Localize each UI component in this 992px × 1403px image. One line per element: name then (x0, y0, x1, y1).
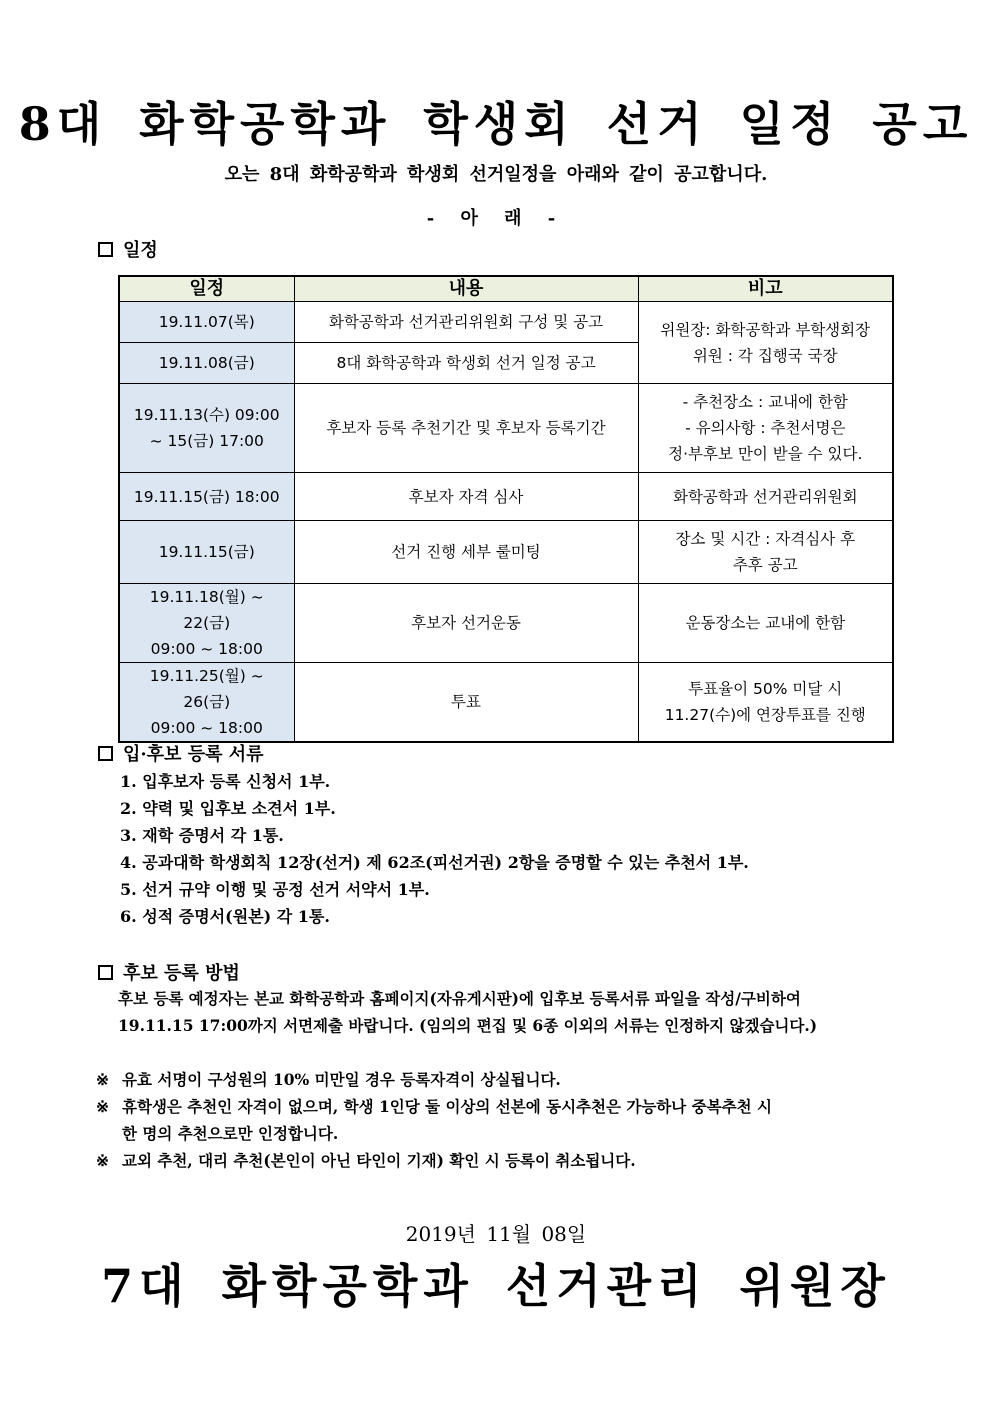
checkbox-bullet-icon (98, 242, 113, 257)
date-line: 19.11.18(월) ~ 22(금) (149, 588, 264, 632)
notes-block (96, 1066, 916, 1174)
note-line: - 추천장소 : 교내에 한함 (682, 393, 848, 411)
issue-date: 2019년 11월 08일 (405, 1222, 587, 1246)
note-text: 휴학생은 추천인 자격이 없으며, 학생 1인당 둘 이상의 선본에 동시추천은 가능하나 중복추천 시 (122, 1097, 772, 1116)
method-line: 후보 등록 예정자는 본교 화학공학과 홈페이지(자유게시판)에 입후보 등록서류 파일을 작성/구비하여 (118, 989, 801, 1008)
cell-content: 후보자 등록 추천기간 및 후보자 등록기간 (294, 384, 638, 473)
cell-content: 선거 진행 세부 룰미팅 (294, 521, 638, 584)
announcement-intro: 오는 8대 화학공학과 학생회 선거일정을 아래와 같이 공고합니다. (224, 164, 768, 185)
cell-content: 화학공학과 선거관리위원회 구성 및 공고 (294, 302, 638, 343)
date-line: 09:00 ~ 18:00 (150, 640, 263, 658)
note-text: 교외 추천, 대리 추천(본인이 아닌 타인이 기재) 확인 시 등록이 취소됩니다. (122, 1151, 636, 1170)
note-line: 11.27(수)에 연장투표를 진행 (664, 706, 866, 724)
reference-mark-icon: ※ (96, 1070, 109, 1089)
list-item: 3. 재학 증명서 각 1통. (120, 826, 284, 845)
note-line: 추후 공고 (732, 556, 798, 574)
header-content: 내용 (294, 276, 638, 302)
checkbox-bullet-icon (98, 965, 113, 980)
header-note: 비고 (638, 276, 893, 302)
schedule-table (118, 275, 894, 743)
checkbox-bullet-icon (98, 746, 113, 761)
section-docs-heading (98, 740, 264, 766)
list-item: 1. 입후보자 등록 신청서 1부. (120, 772, 331, 791)
note-line: 장소 및 시간 : 자격심사 후 (675, 530, 856, 548)
list-item: 2. 약력 및 입후보 소견서 1부. (120, 799, 336, 818)
table-row (119, 521, 893, 584)
date-line: 09:00 ~ 18:00 (150, 719, 263, 737)
table-row (119, 384, 893, 473)
list-item: 4. 공과대학 학생회칙 12장(선거) 제 62조(피선거권) 2항을 증명할 수 있는 추천서 1부. (120, 853, 749, 872)
section-method-label: 후보 등록 방법 (123, 963, 240, 984)
method-line: 19.11.15 17:00까지 서면제출 바랍니다. (임의의 편집 및 6종 이외의 서류는 인정하지 않겠습니다.) (118, 1016, 818, 1035)
cell-date: 19.11.07(목) (119, 302, 294, 343)
table-row (119, 473, 893, 521)
cell-note: 화학공학과 선거관리위원회 (638, 473, 893, 521)
note-line: - 유의사항 : 추천서명은 (685, 419, 846, 437)
method-paragraph (118, 985, 918, 1039)
cell-note: 운동장소는 교내에 한함 (638, 584, 893, 663)
note-item (96, 1093, 916, 1120)
note-line: 정·부후보 만이 받을 수 있다. (668, 445, 863, 463)
section-method-heading (98, 959, 240, 985)
table-header-row (119, 276, 893, 302)
section-schedule-heading (98, 236, 158, 262)
reference-mark-icon: ※ (96, 1097, 109, 1116)
cell-note (638, 521, 893, 584)
cell-content: 후보자 자격 심사 (294, 473, 638, 521)
cell-date (119, 584, 294, 663)
cell-content: 후보자 선거운동 (294, 584, 638, 663)
note-line: 위원장: 화학공학과 부학생회장 (660, 320, 871, 339)
table-row (119, 663, 893, 743)
cell-content: 8대 화학공학과 학생회 선거 일정 공고 (294, 343, 638, 384)
signature-title: 7대 화학공학과 선거관리 위원장 (101, 1259, 891, 1313)
section-schedule-label: 일정 (123, 240, 158, 261)
table-row (119, 302, 893, 343)
note-text-continued: 한 명의 추천으로만 인정합니다. (122, 1124, 339, 1143)
list-item: 6. 성적 증명서(원본) 각 1통. (120, 907, 330, 926)
reference-mark-icon: ※ (96, 1151, 109, 1170)
below-marker: - 아 래 - (426, 208, 566, 229)
note-item (96, 1066, 916, 1093)
note-item (96, 1147, 916, 1174)
cell-content: 투표 (294, 663, 638, 743)
cell-note (638, 663, 893, 743)
page-title: 8대 화학공학과 학생회 선거 일정 공고 (18, 97, 974, 151)
note-line: 위원 : 각 집행국 국장 (692, 346, 838, 365)
date-line: 19.11.25(월) ~ 26(금) (149, 667, 264, 711)
cell-note (638, 384, 893, 473)
cell-date: 19.11.15(금) (119, 521, 294, 584)
date-line: ~ 15(금) 17:00 (149, 432, 264, 450)
docs-list (120, 768, 749, 930)
date-line: 19.11.13(수) 09:00 (133, 406, 280, 424)
section-docs-label: 입·후보 등록 서류 (123, 744, 264, 765)
cell-date (119, 384, 294, 473)
cell-date: 19.11.15(금) 18:00 (119, 473, 294, 521)
cell-date: 19.11.08(금) (119, 343, 294, 384)
note-line: 투표율이 50% 미달 시 (688, 680, 843, 698)
cell-note (638, 302, 893, 384)
list-item: 5. 선거 규약 이행 및 공정 선거 서약서 1부. (120, 880, 430, 899)
table-row (119, 584, 893, 663)
note-text: 유효 서명이 구성원의 10% 미만일 경우 등록자격이 상실됩니다. (122, 1070, 561, 1089)
header-date: 일정 (119, 276, 294, 302)
cell-date (119, 663, 294, 743)
